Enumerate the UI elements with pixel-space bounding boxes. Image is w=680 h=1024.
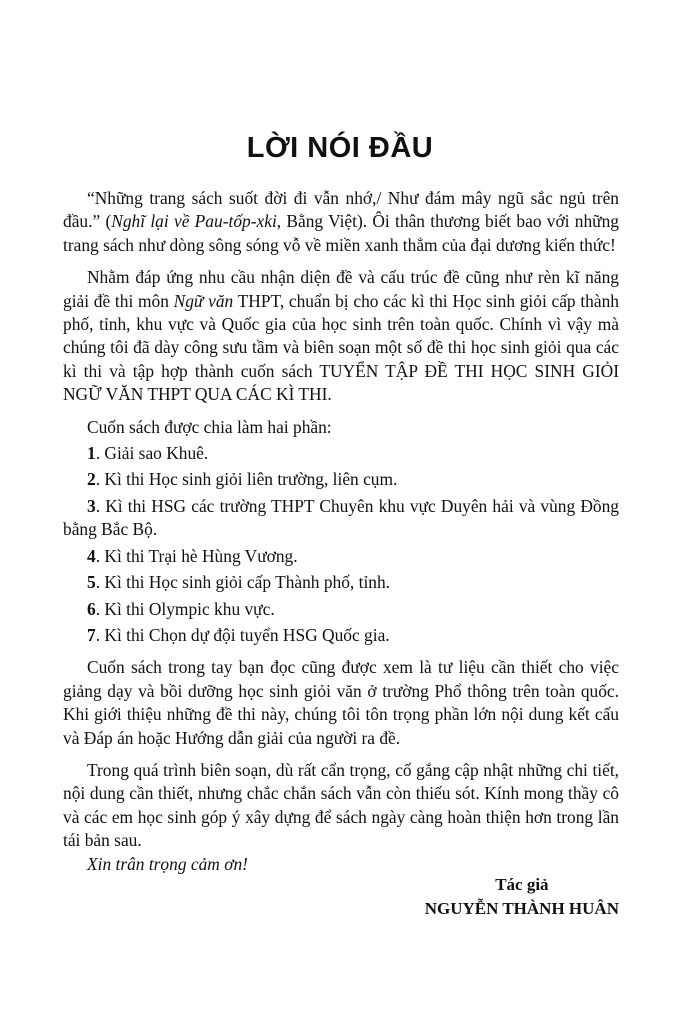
closing-line: Xin trân trọng cảm ơn! xyxy=(87,853,248,874)
purpose-after: THPT, chuẩn bị cho các kì thi Học sinh giỏi cấp thành phố, tỉnh, khu vực và Quốc gia của học sinh trên toàn quốc. Chính vì vậy mà chúng tôi đã dày công sưu tầm và biên soạn một số đề thi học sinh giỏi qua các kì thi và tập hợp thành cuốn sách TUYỂN TẬP ĐỀ THI HỌC SINH GIỎI NGỮ VĂN THPT QUA CÁC KÌ THI. xyxy=(63,290,619,405)
list-item-text: . Kì thi HSG các trường THPT Chuyên khu vực Duyên hải và vùng Đồng bằng Bắc Bộ. xyxy=(63,495,619,540)
list-item-number: 3 xyxy=(87,495,96,516)
list-item xyxy=(63,468,619,491)
list-item xyxy=(63,442,619,465)
page-title: LỜI NÓI ĐẦU xyxy=(246,132,434,164)
intro-quote: “Những trang sách suốt đời đi vẫn nhớ,/ Như đám mây ngũ sắc ngủ trên đầu.” ( xyxy=(63,188,619,232)
list-item xyxy=(63,624,619,647)
intro-paragraph xyxy=(63,187,619,257)
list-item xyxy=(63,571,619,594)
list-item-number: 5 xyxy=(87,572,96,593)
usage-paragraph: Cuốn sách trong tay bạn đọc cũng được xem là tư liệu cần thiết cho việc giảng dạy và bồi dưỡng học sinh giỏi văn ở trường Phổ thông trên toàn quốc. Khi giới thiệu những đề thi này, chúng tôi tôn trọng phần lớn nội dung kết cấu và Đáp án hoặc Hướng dẫn giải của người ra đề. xyxy=(63,657,619,748)
list-item-text: . Kì thi Olympic khu vực. xyxy=(95,598,275,619)
list-item-number: 2 xyxy=(87,469,96,490)
intro-after-source: , Bằng Việt). Ôi thân thương biết bao với những trang sách như dòng sông sóng vỗ về miền xanh thẳm của đại dương kiến thức! xyxy=(63,211,619,255)
list-item xyxy=(63,545,619,568)
purpose-paragraph xyxy=(63,266,619,406)
list-item-text: . Giải sao Khuê. xyxy=(95,443,209,464)
list-item-text: . Kì thi Học sinh giỏi cấp Thành phố, tỉnh. xyxy=(95,572,391,593)
list-item-number: 7 xyxy=(87,624,96,645)
signature-name: NGUYỄN THÀNH HUÂN xyxy=(424,899,619,918)
list-item-text: . Kì thi Chọn dự đội tuyển HSG Quốc gia. xyxy=(95,624,390,645)
list-item xyxy=(63,598,619,621)
purpose-before: Nhằm đáp ứng nhu cầu nhận diện đề và cấu trúc đề cũng như rèn kĩ năng giải đề thi môn xyxy=(63,267,619,311)
list-item-number: 6 xyxy=(87,598,96,619)
intro-source-title: Nghĩ lại về Pau-tốp-xki xyxy=(111,211,277,232)
apology-paragraph: Trong quá trình biên soạn, dù rất cẩn trọng, cố gắng cập nhật những chi tiết, nội dung cần thiết, nhưng chắc chắn sách vẫn còn thiếu sót. Kính mong thầy cô và các em học sinh góp ý xây dựng để sách ngày càng hoàn thiện hơn trong lần tái bản sau. xyxy=(63,759,619,851)
signature-role: Tác giả xyxy=(495,875,549,894)
list-item xyxy=(63,495,619,542)
list-item-text: . Kì thi Học sinh giỏi liên trường, liên cụm. xyxy=(95,469,398,490)
signature-block xyxy=(425,873,619,921)
list-item-number: 4 xyxy=(87,545,96,566)
list-item-number: 1 xyxy=(87,443,96,464)
preface-body xyxy=(63,187,619,876)
structure-intro: Cuốn sách được chia làm hai phần: xyxy=(87,416,332,437)
list-item-text: . Kì thi Trại hè Hùng Vương. xyxy=(95,545,298,566)
purpose-subject: Ngữ văn xyxy=(173,290,234,311)
